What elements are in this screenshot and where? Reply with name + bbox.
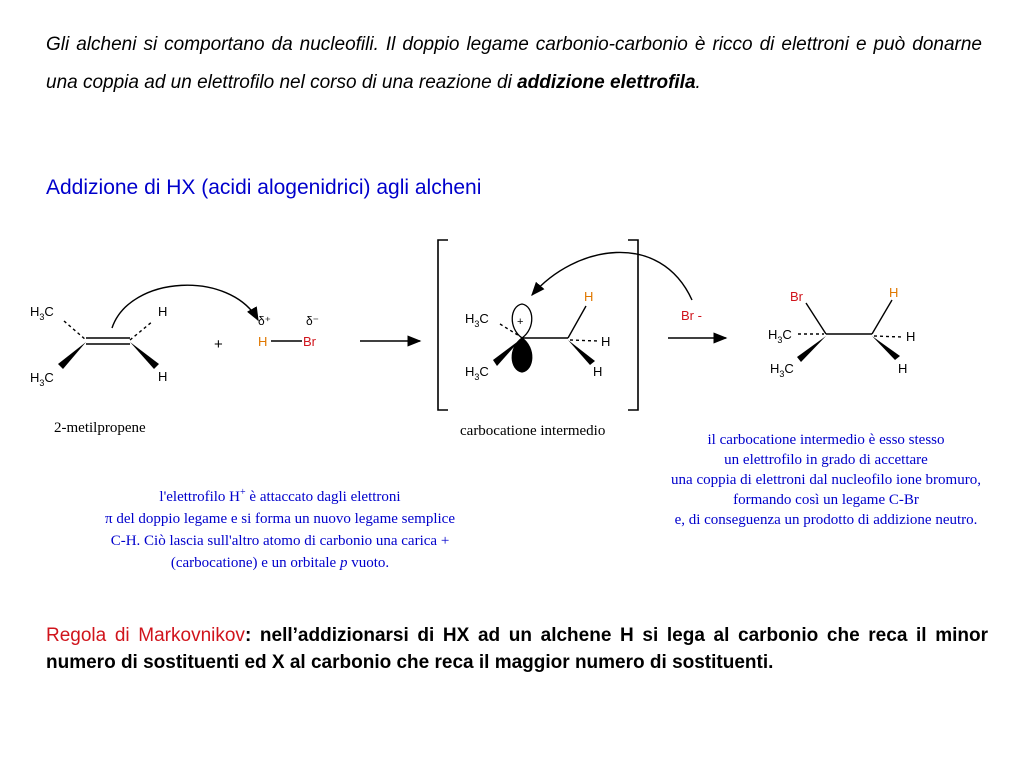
rule-text: nell’addizionarsi di HX ad un alchene H si lega al carbonio che reca il minor numero di sostituenti ed X al carbonio che reca il maggior numero di sostituenti. [46, 625, 988, 673]
alkene-label: 2-metilpropene [54, 420, 146, 436]
wedge-bond [568, 340, 595, 365]
group-ch3-top: $H_3C$ [30, 304, 54, 322]
alkene-structure [30, 285, 258, 388]
intro-text-2: . [695, 72, 701, 93]
delta-minus: δ⁻ [306, 314, 320, 328]
note-electrophile [40, 482, 520, 574]
atom-br-product: Br [790, 289, 803, 304]
group-ch3-bottom: $H_3C$ [465, 364, 489, 382]
bracket-right [628, 240, 638, 410]
group-ch3-bottom: $H_3C$ [770, 361, 794, 379]
bromide-ion: Br - [681, 308, 702, 323]
markovnikov-rule [46, 622, 988, 676]
wedge-bond [872, 336, 900, 360]
note-left-line-4: (carbocatione) e un orbitale p vuoto. [170, 555, 390, 571]
product-structure [768, 285, 915, 379]
carbocation-structure [438, 240, 692, 410]
note-right-line-3: una coppia di elettroni dal nucleofilo ione bromuro, [671, 472, 981, 488]
p-orbital-lower [512, 338, 532, 372]
note-right-line-1: il carbocatione intermedio è esso stesso [707, 432, 945, 448]
atom-h-top: H [158, 304, 168, 319]
atom-h-electrophile: H [258, 334, 268, 349]
note-left-line-2: π del doppio legame e si forma un nuovo legame semplice [105, 511, 455, 527]
curved-arrow-electron-pair [112, 285, 258, 328]
curved-arrow-bromide [532, 252, 692, 300]
intro-bold-term: addizione elettrofila [517, 72, 696, 93]
bracket-left [438, 240, 448, 410]
wedge-bond [797, 336, 826, 362]
note-right-line-4: formando così un legame C-Br [733, 492, 919, 508]
atom-h-right: H [601, 334, 611, 349]
wedge-bond [58, 342, 86, 369]
rule-colon: : [244, 625, 252, 646]
note-left-line-3: C-H. Ciò lascia sull'altro atomo di carbonio una carica + [110, 533, 450, 549]
intro-text-1: Gli alcheni si comportano da nucleofili. Il doppio legame carbonio-carbonio è ricco di elettroni e può donarne una coppia ad un elettrofilo nel corso di una reazione di [46, 34, 982, 93]
section-heading: Addizione di HX (acidi alogenidrici) agli alcheni [46, 176, 482, 199]
rule-name: Regola di Markovnikov [46, 625, 245, 646]
hashed-bond [64, 321, 86, 340]
hbr-structure [214, 314, 319, 353]
reaction-scheme [0, 220, 1024, 420]
note-right-line-5: e, di conseguenza un prodotto di addizione neutro. [674, 512, 978, 528]
group-ch3-top: $H_3C$ [465, 311, 489, 329]
carbocation-label: carbocatione intermedio [460, 423, 606, 439]
atom-h-product: H [889, 285, 899, 300]
hashed-bond [874, 336, 902, 337]
atom-h-bottom: H [898, 361, 908, 376]
atom-h-right: H [906, 329, 916, 344]
plus-sign: + [214, 336, 223, 353]
atom-h-bottom: H [593, 364, 603, 379]
group-ch3-top: $H_3C$ [768, 327, 792, 345]
delta-plus: δ⁺ [258, 314, 272, 328]
hashed-bond [130, 321, 153, 340]
atom-h-bottom: H [158, 369, 168, 384]
positive-charge: + [517, 316, 524, 328]
atom-h-new: H [584, 289, 594, 304]
atom-br: Br [303, 334, 316, 349]
note-right-line-2: un elettrofilo in grado di accettare [724, 452, 928, 468]
wedge-bond [130, 342, 159, 369]
hashed-bond [570, 340, 598, 341]
note-nucleophile [626, 430, 1024, 530]
intro-paragraph [46, 26, 982, 102]
group-ch3-bottom: $H_3C$ [30, 370, 54, 388]
note-left-line-1: l'elettrofilo H+ è attaccato dagli elettroni [159, 487, 401, 505]
